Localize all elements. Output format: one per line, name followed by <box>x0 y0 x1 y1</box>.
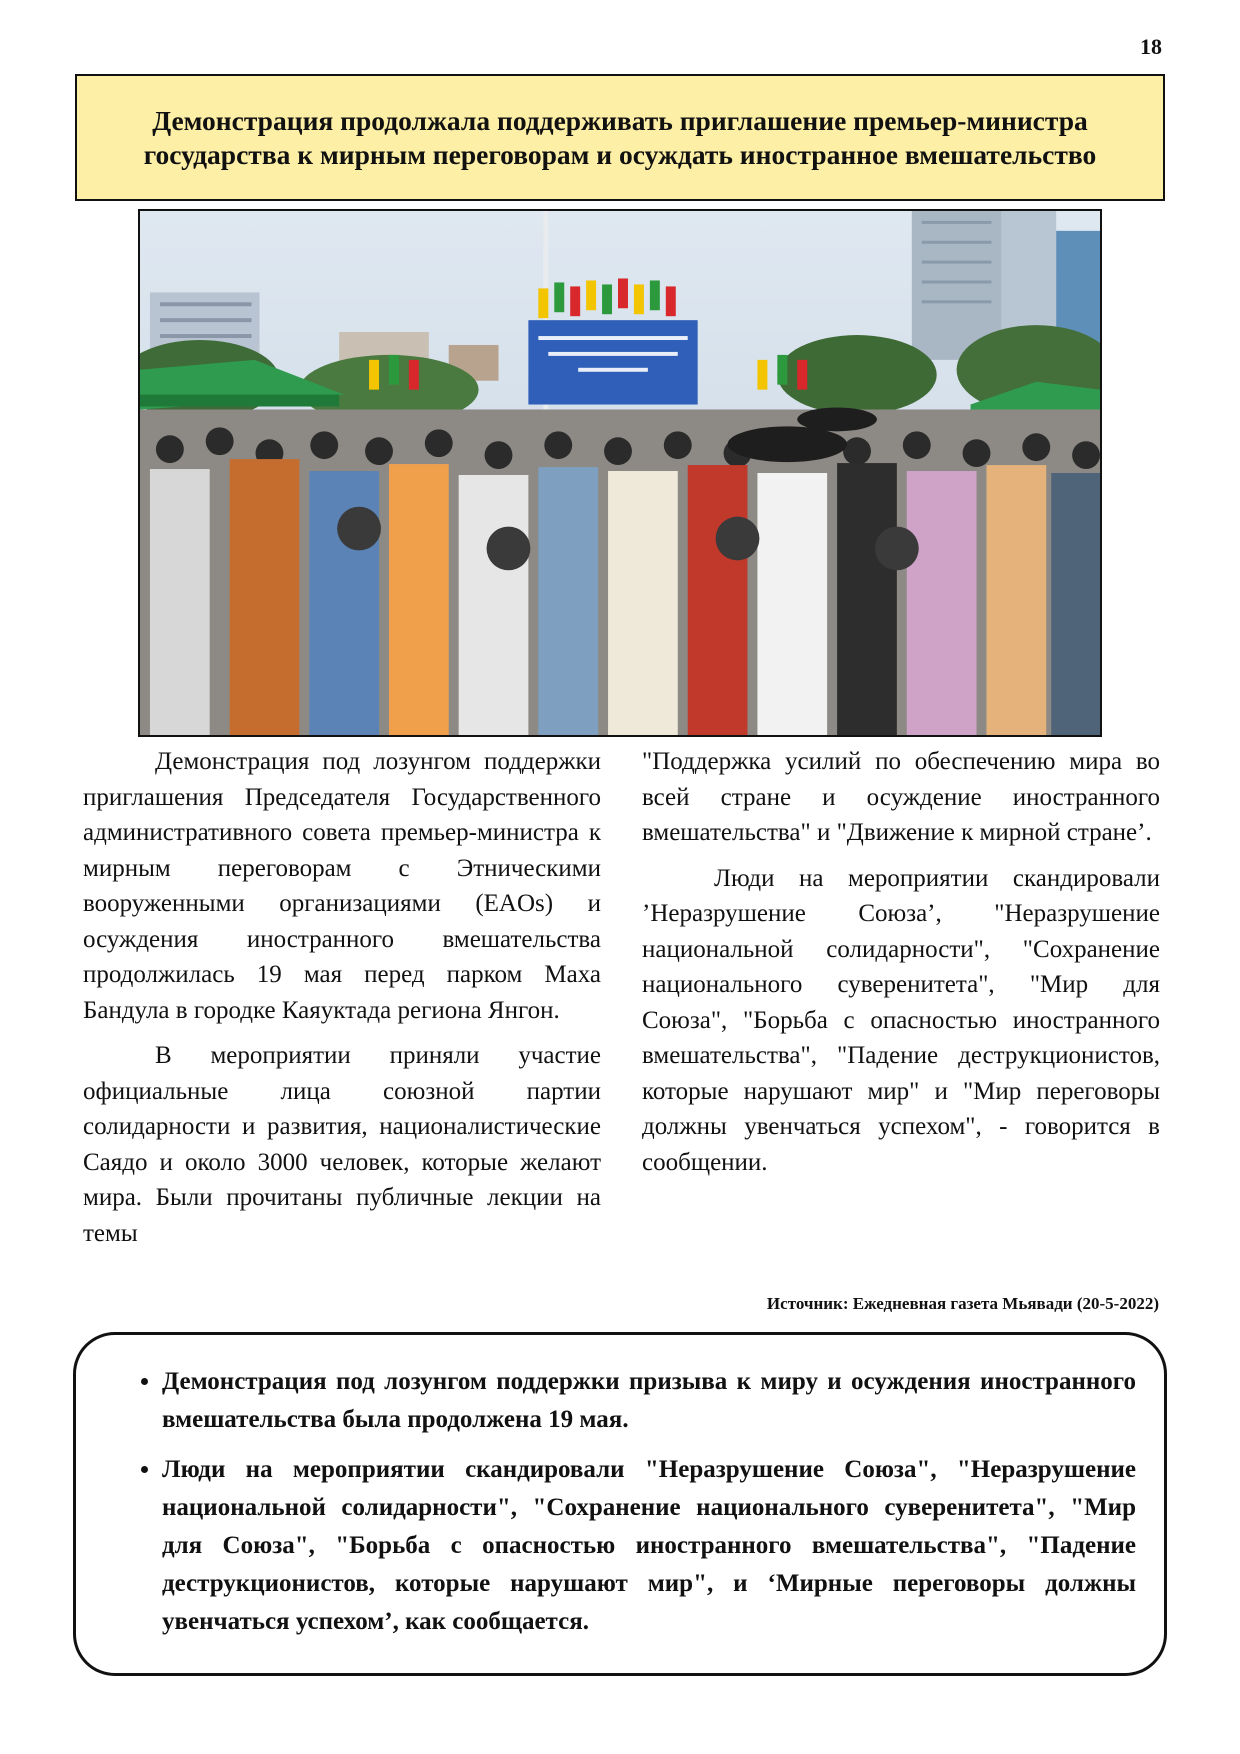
summary-box <box>73 1332 1167 1676</box>
article-right-column <box>642 744 1160 1190</box>
headline: Демонстрация продолжала поддерживать приглашение премьер-министра государства к мирным переговорам и осуждать иностранное вмешательство <box>143 104 1097 170</box>
summary-bullet: • Люди на мероприятии скандировали "Неразрушение Союза", "Неразрушение национальной солидарности", "Сохранение национального суверенитета", "Мир для Союза", "Борьба с опасностью иностранного вмешательства", "Падение деструкционистов, которые нарушают мир", и ‘Мирные переговоры должны увенчаться успехом’, как сообщается. <box>162 1451 1136 1641</box>
headline-box <box>75 74 1165 201</box>
page-number: 18 <box>1140 34 1162 59</box>
article-paragraph: "Поддержка усилий по обеспечению мира во всей стране и осуждение иностранного вмешательства" и "Движение к мирной стране’. <box>642 748 1160 846</box>
photo-illustration <box>140 211 1100 735</box>
article-paragraph: В мероприятии приняли участие официальные лица союзной партии солидарности и развития, националистические Саядо и около 3000 человек, которые желают мира. Были прочитаны публичные лекции на темы <box>83 1042 601 1247</box>
crowd-demonstration-photo <box>138 209 1102 737</box>
summary-list <box>104 1363 1136 1641</box>
source-citation: Источник: Ежедневная газета Мьявади (20-5-2022) <box>766 1294 1159 1313</box>
article-left-column <box>83 744 601 1261</box>
article-paragraph: Люди на мероприятии скандировали ’Неразрушение Союза’, "Неразрушение национальной солидарности", "Сохранение национального суверенитета", "Мир для Союза", "Борьба с опасностью иностранного вмешательства", "Падение деструкционистов, которые нарушают мир" и "Мир переговоры должны увенчаться успехом", - говорится в сообщении. <box>642 864 1160 1176</box>
article-paragraph: Демонстрация под лозунгом поддержки приглашения Председателя Государственного административного совета премьер-министра к мирным переговорам с Этническими вооруженными организациями (EAOs) и осуждения иностранного вмешательства продолжилась 19 мая перед парком Маха Бандула в городке Каяуктада региона Янгон. <box>83 748 601 1024</box>
summary-bullet: • Демонстрация под лозунгом поддержки призыва к миру и осуждения иностранного вмешательства была продолжена 19 мая. <box>162 1363 1136 1439</box>
